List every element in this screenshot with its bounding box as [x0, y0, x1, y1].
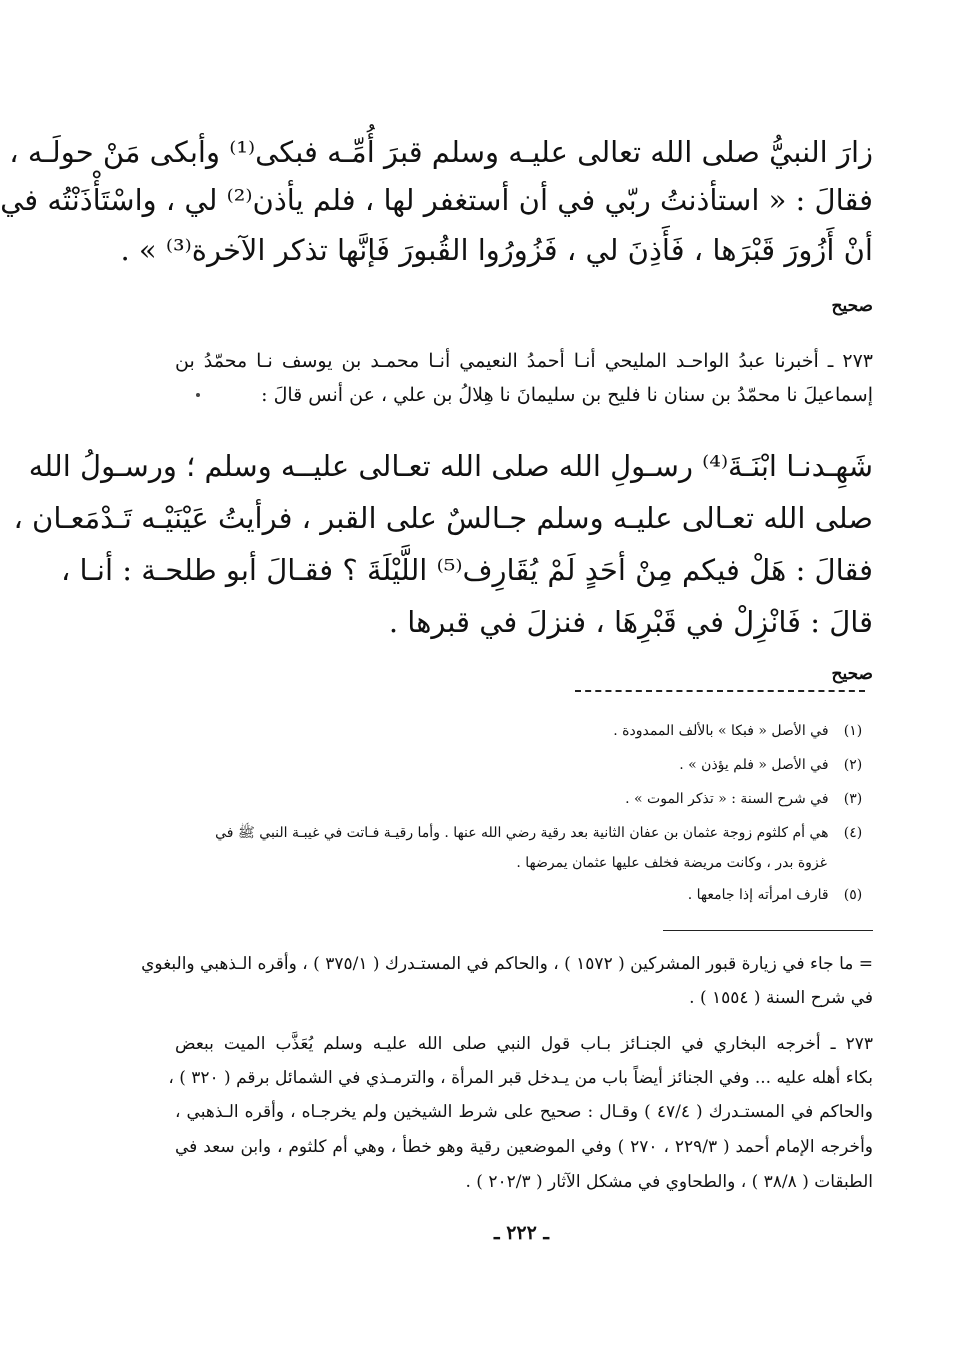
footnote-text: في شرح السنة : « تذكر الموت » .	[625, 791, 829, 807]
footnote-number: (١)	[843, 723, 863, 739]
footnote-4	[170, 822, 873, 844]
footnote-4-continuation: غزوة بدر ، وكانت مريضة فخلف عليها عثمان يمرضها .	[516, 855, 827, 871]
matn-273-line-4: قالَ : فَانْزِلْ في قَبْرِهَا ، فنزلَ في قبرها .	[388, 605, 873, 639]
matn-273-line-2: صلى الله تعـالى عليـه وسلم جـالسٌ على القبر ، فرأيتُ عَيْنَيْـه تَـدْمَعـان ،	[13, 501, 873, 535]
footnote-text: في الأصل « فلم يؤذن » .	[679, 757, 829, 773]
footnote-2	[170, 754, 873, 776]
page-number: ـ ٢٢٢ ـ	[494, 1222, 549, 1244]
footnote-5	[170, 884, 873, 906]
grade-273: صحيح	[831, 664, 873, 684]
footnote-3	[170, 788, 873, 810]
footnote-1	[170, 720, 873, 742]
footnote-number: (٣)	[843, 791, 863, 807]
footnote-separator	[575, 690, 865, 692]
takhrij-prev-line-2: في شرح السنة ( ١٥٥٤ ) .	[689, 988, 873, 1008]
isnad-273-line-1: ٢٧٣ ـ أخبرنا عبدُ الواحـد المليحي أنـا أحمدُ النعيمي أنـا محمـد بن يوسف نـا محمّدُ بن	[175, 350, 873, 372]
footnote-text: في الأصل « فبكا » بالألف الممدودة .	[613, 723, 829, 739]
hadith-272-line-2: فقالَ : « استأذنتُ ربّي في أن أستغفر لها ، فلم يأذن⁽²⁾ لي ، واسْتَأْذَنْتُه في	[0, 183, 873, 217]
takhrij-273-line-3: والحاكم في المستـدرك ( ٤٧/٤ ) وقـال : صحيح على شرط الشيخين ولم يخرجـاه ، وأقره الـذهبي ،	[175, 1102, 873, 1122]
hadith-272-line-1: زارَ النبيُّ صلى الله تعالى عليـه وسلم قبرَ أُمِّـه فبكى⁽¹⁾ وأبكى مَنْ حولَـه ،	[9, 135, 873, 169]
footnote-text: هي أم كلثوم زوجة عثمان بن عفان الثانية بعد رقية رضي الله عنها . وأما رقيـة فـاتت في غيبـة النبي ﷺ في	[215, 825, 829, 841]
takhrij-separator	[663, 930, 873, 931]
margin-dot	[196, 393, 200, 397]
takhrij-273-line-4: وأخرجه الإمام أحمد ( ٢٢٩/٣ ، ٢٧٠ ) وفي الموضعين رقية وهو خطأ ، وهي أم كلثوم ، وابن سعد في	[175, 1137, 874, 1157]
footnote-number: (٢)	[843, 757, 863, 773]
matn-273-line-1: شَهِـدنـا ابْنَـةَ⁽⁴⁾ رسـولِ الله صلى الله تعـالى عليــه وسلم ؛ ورسـولُ الله	[28, 449, 873, 483]
takhrij-273-line-1: ٢٧٣ ـ أخرجه البخاري في الجنـائز بـاب قول النبي صلى الله عليـه وسلم يُعَذَّب الميت ببعض	[175, 1034, 873, 1054]
grade-272: صحيح	[831, 296, 873, 316]
footnote-number: (٤)	[843, 825, 863, 841]
takhrij-prev-line-1: = ما جاء في زيارة قبور المشركين ( ١٥٧٢ ) ، والحاكم في المستـدرك ( ٣٧٥/١ ) ، وأقره الـذهبي والبغوي	[141, 954, 873, 974]
footnote-text: قارف امرأته إذا جامعها .	[687, 887, 829, 903]
isnad-273-line-2: إسماعيلَ نا محمّدُ بن سنان نا فليح بن سليمانَ نا هِلالُ بن علي ، عن أنس قالَ :	[261, 384, 873, 406]
matn-273-line-3: فقالَ : هَلْ فيكم مِنْ أحَدٍ لَمْ يُقَارِف⁽⁵⁾ اللَّيْلَةَ ؟ فقـالَ أبو طلحـة : أنـا ،	[60, 553, 873, 587]
hadith-272-line-3: أنْ أَزُورَ قَبْرَها ، فَأَذِنَ لي ، فَزُورُوا القُبورَ فَإنَّها تذكر الآخرة⁽³⁾ » .	[120, 233, 873, 267]
takhrij-273-line-2: بكاء أهله عليه ... وفي الجنائز أيضاً باب من يـدخل قبر المرأة ، والترمـذي في الشمائل برقم ( ٣٢٠ ) ،	[168, 1068, 873, 1088]
takhrij-273-line-5: الطبقات ( ٣٨/٨ ) ، والطحاوي في مشكل الآثار ( ٢٠٢/٣ ) .	[465, 1172, 873, 1192]
footnote-number: (٥)	[843, 887, 863, 903]
